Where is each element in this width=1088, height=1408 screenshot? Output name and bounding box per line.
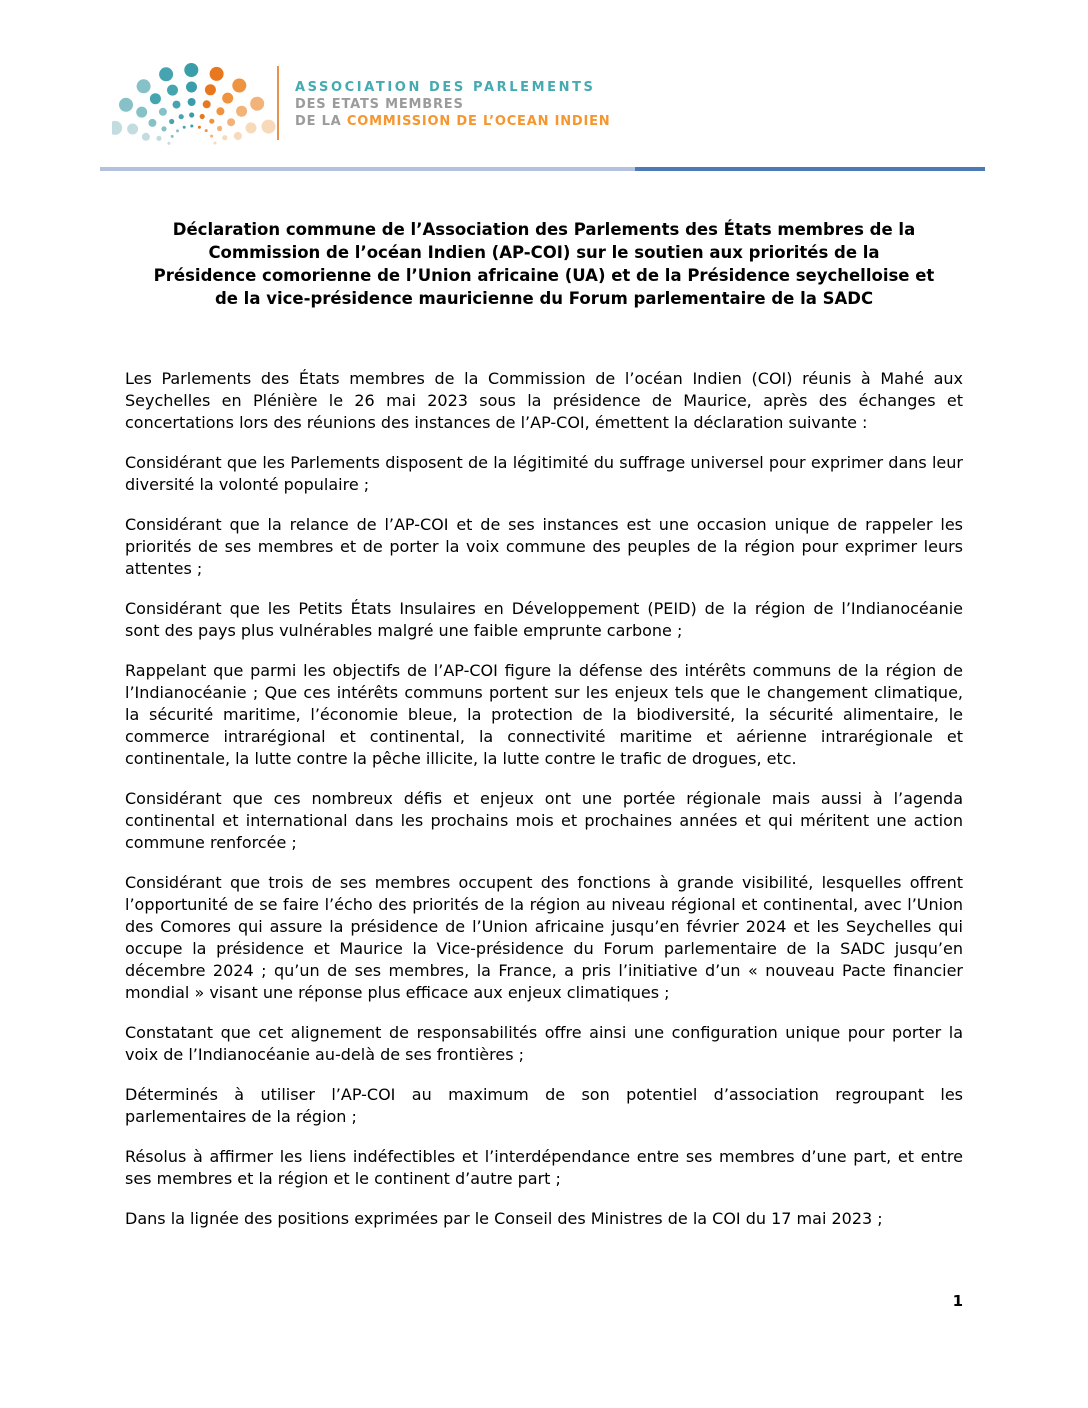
logo-dot [210,67,224,81]
logo-dot [136,107,147,118]
logo-dot [161,126,166,131]
document-title-line: Présidence comorienne de l’Union africaine (UA) et de la Présidence seychelloise et [153,266,935,285]
logo-dot [173,101,181,109]
logo-dot [137,79,151,93]
logo-dot [217,126,222,131]
logo-wordmark [295,79,611,130]
logo-dot [188,98,196,106]
logo-dot [209,119,214,124]
paragraph: Rappelant que parmi les objectifs de l’AP-COI figure la défense des intérêts communs de la région de l’Indianocéanie ; Que ces intérêts communs portent sur les enjeux tels que le changement climatique, la sécurité maritime, l’économie bleue, la protection de la biodiversité, la sécurité alimentaire, le commerce intrarégional et continental, la connectivité maritime et aérienne intrarégionale et continentale, la lutte contre la pêche illicite, la lutte contre le trafic de drogues, etc. [125,661,963,768]
logo-dot [232,79,246,93]
logo-line-commission [295,113,611,130]
logo-dot [222,93,233,104]
paragraph: Considérant que les Parlements disposent de la légitimité du suffrage universel pour exprimer dans leur diversité la volonté populaire ; [125,453,963,494]
header-rule-light-segment [100,167,635,171]
logo-dot [203,100,211,108]
page-number: 1 [952,1292,963,1310]
logo-line-commission-highlight: COMMISSION DE L’OCEAN INDIEN [346,114,611,129]
logo-dot [148,119,156,127]
logo-dot [156,136,161,141]
logo-dot [183,126,186,129]
logo-dot [167,85,178,96]
logo-dot [198,126,201,129]
paragraph: Les Parlements des États membres de la Commission de l’océan Indien (COI) réunis à Mahé aux Seychelles en Plénière le 26 mai 2023 sous la présidence de Maurice, après des échanges et concertations lors des réunions des instances de l’AP-COI, émettent la déclaration suivante : [125,369,963,432]
logo-line-association: ASSOCIATION DES PARLEMENTS [295,80,596,95]
logo-dot [234,132,242,140]
logo-dot [159,108,167,116]
document-title-line: Déclaration commune de l’Association des Parlements des États membres de la [172,220,916,239]
logo-dot [205,129,208,132]
logo-dot [236,106,247,117]
logo-dot [184,63,198,77]
paragraph: Considérant que trois de ses membres occupent des fonctions à grande visibilité, lesquelles offrent l’opportunité de se faire l’écho des priorités de la région au niveau régional et continental, avec l’Union des Comores qui assure la présidence de l’Union africaine jusqu’en février 2024 et les Seychelles qui occupe la présidence et Maurice la Vice-présidence du Forum parlementaire de la SADC jusqu’en décembre 2024 ; qu’un de ses membres, la France, a pris l’initiative d’un « nouveau Pacte financier mondial » visant une réponse plus efficace aux enjeux climatiques ; [125,873,963,1002]
document-title-line: Commission de l’océan Indien (AP-COI) sur le soutien aux priorités de la [208,243,880,262]
document-title [125,218,963,310]
logo-dot [190,125,193,128]
logo-dot [159,67,173,81]
document-paragraphs [125,368,963,1230]
logo-line-etats-membres: DES ETATS MEMBRES [295,97,464,112]
logo-dot [167,142,170,145]
logo-dot [214,142,217,145]
logo-dot [179,114,184,119]
logo-dot [246,122,257,133]
logo-dot [216,107,224,115]
header-rule-dark-segment [635,167,985,171]
paragraph: Résolus à affirmer les liens indéfectibles et l’interdépendance entre ses membres d’une part, et entre ses membres et la région et le continent d’autre part ; [125,1147,963,1188]
document-body [125,218,963,1248]
logo-dot [150,93,161,104]
logo-dot [250,97,264,111]
logo-dot [210,135,213,138]
logo-dot [119,98,133,112]
logo-vertical-rule [277,66,279,140]
paragraph: Considérant que la relance de l’AP-COI et de ses instances est une occasion unique de rappeler les priorités de ses membres et de porter la voix commune des peuples de la région pour exprimer leurs attentes ; [125,515,963,578]
logo-dot [189,112,194,117]
logo-dot [142,133,150,141]
paragraph: Dans la lignée des positions exprimées par le Conseil des Ministres de la COI du 17 mai 2023 ; [125,1209,883,1228]
logo-dot [200,114,205,119]
logo-line-commission-prefix: DE LA [295,114,347,129]
logo-dot [222,135,227,140]
header-rule [100,167,985,171]
logo-dot [205,84,216,95]
document-title-line: de la vice-présidence mauricienne du Forum parlementaire de la SADC [214,289,874,308]
logo-dot [227,118,235,126]
paragraph: Constatant que cet alignement de responsabilités offre ainsi une configuration unique pour porter la voix de l’Indianocéanie au-delà de ses frontières ; [125,1023,963,1064]
paragraph: Considérant que les Petits États Insulaires en Développement (PEID) de la région de l’Indianocéanie sont des pays plus vulnérables malgré une faible emprunte carbone ; [125,599,963,640]
logo-dot [186,82,197,93]
logo-dot [171,135,174,138]
logo-dot [176,129,179,132]
dots-fan-logo-icon [112,53,287,145]
logo-dot [112,121,122,135]
logo-dot [127,124,138,135]
logo-dot [262,120,276,134]
paragraph: Considérant que ces nombreux défis et enjeux ont une portée régionale mais aussi à l’agenda continental et international dans les prochains mois et prochaines années et qui méritent une action commune renforcée ; [125,789,963,852]
logo-dot [169,119,174,124]
paragraph: Déterminés à utiliser l’AP-COI au maximum de son potentiel d’association regroupant les parlementaires de la région ; [125,1085,963,1126]
